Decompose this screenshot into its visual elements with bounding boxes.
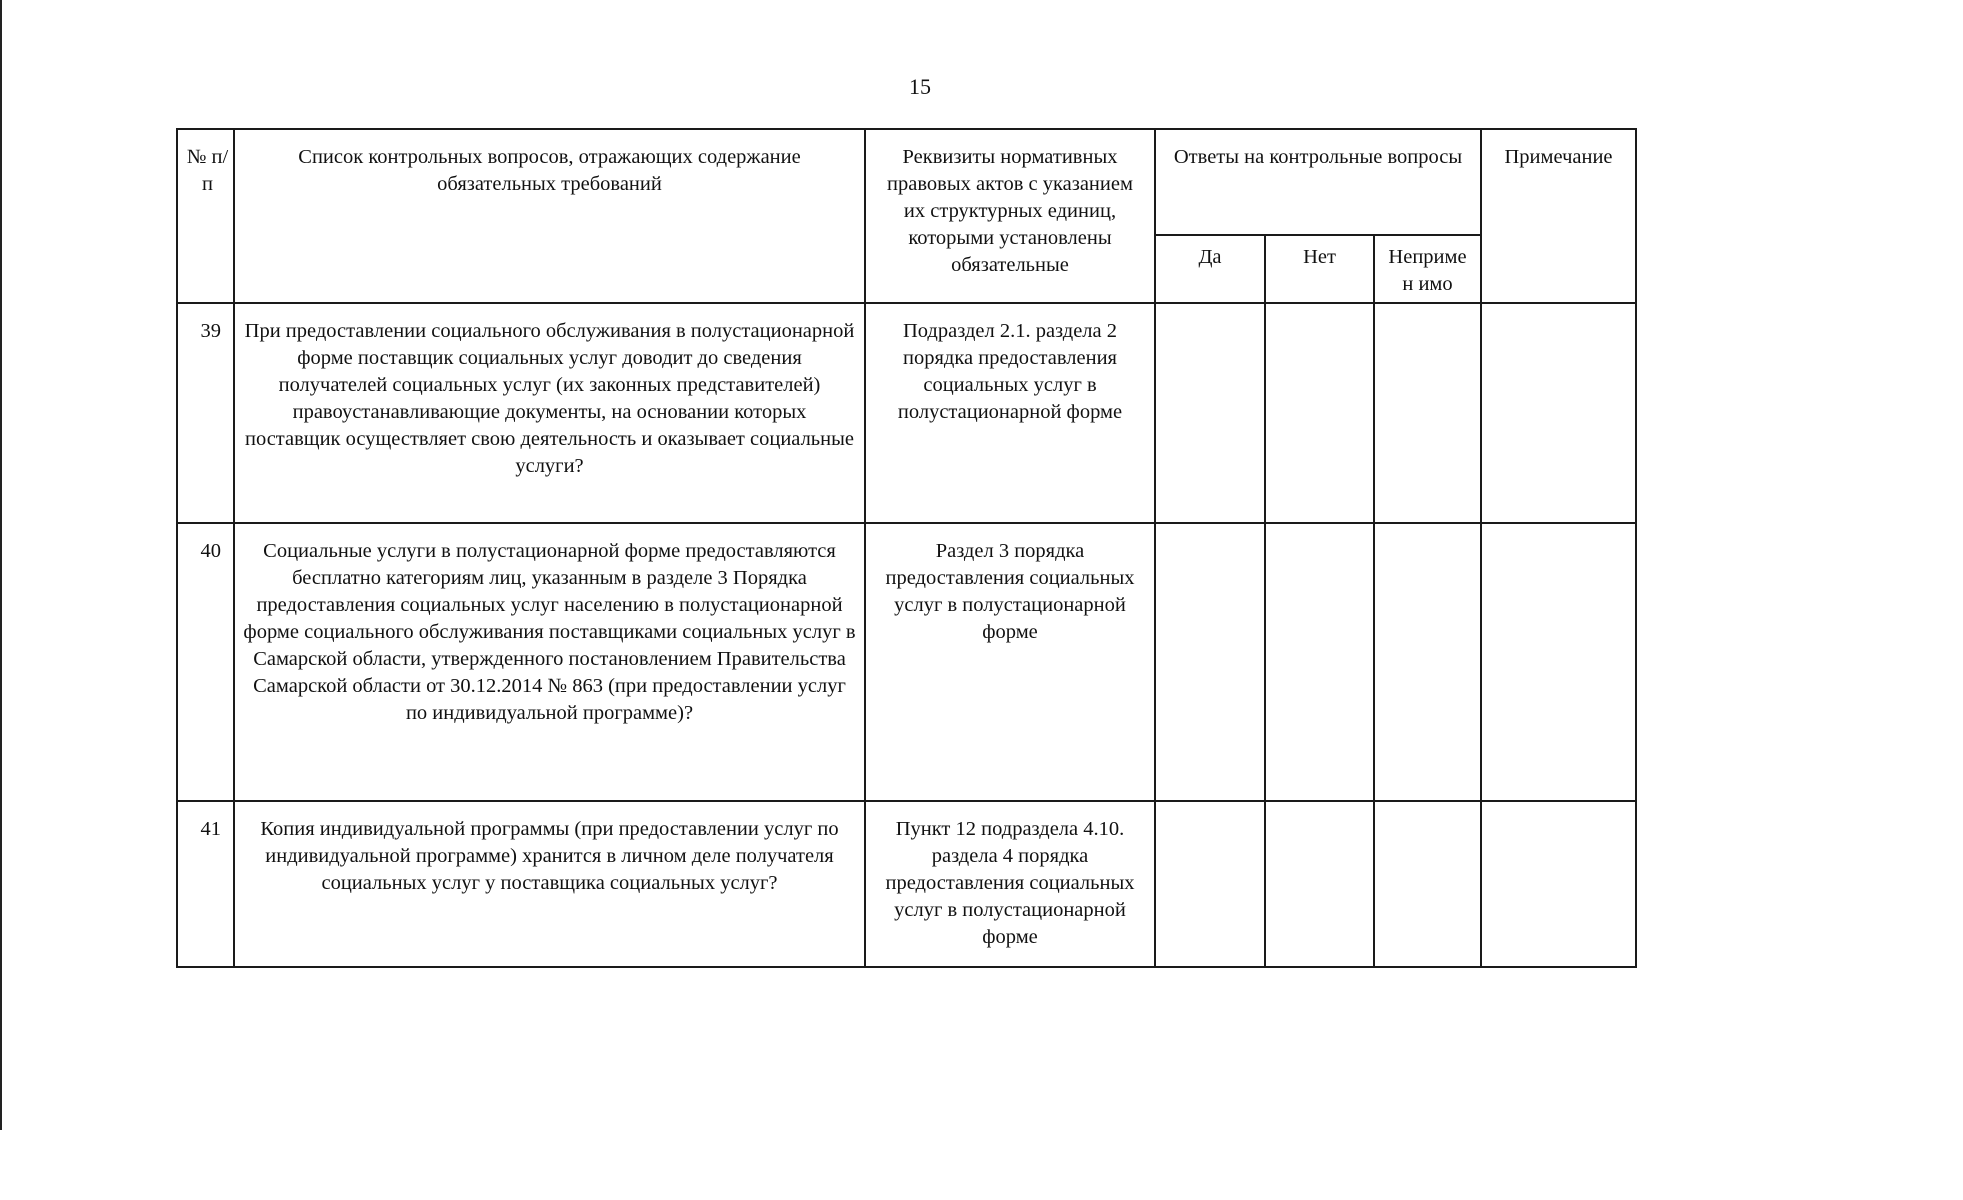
- note-cell: [1481, 523, 1636, 801]
- row-requisite: Подраздел 2.1. раздела 2 порядка предоставления социальных услуг в полустационарной форме: [865, 303, 1155, 523]
- header-requisites: [865, 129, 1155, 303]
- scan-left-edge: [0, 0, 2, 1130]
- answer-no-cell: [1265, 801, 1374, 967]
- answer-yes-cell: [1155, 523, 1265, 801]
- table-row: [177, 801, 1636, 967]
- row-num: 41: [177, 801, 234, 967]
- page-number: 15: [909, 74, 931, 99]
- header-yes: Да: [1155, 235, 1265, 303]
- table-row: [177, 523, 1636, 801]
- header-not-applicable: Непримен имо: [1374, 235, 1481, 303]
- row-question: Копия индивидуальной программы (при предоставлении услуг по индивидуальной программе) хранится в личном деле получателя социальных услуг у поставщика социальных услуг?: [234, 801, 865, 967]
- header-note: Примечание: [1481, 129, 1636, 303]
- table-row: [177, 303, 1636, 523]
- row-question: Социальные услуги в полустационарной форме предоставляются бесплатно категориям лиц, указанным в разделе 3 Порядка предоставления социальных услуг населению в полустационарной форме социального обслуживания поставщиками социальных услуг в Самарской области, утвержденного постановлением Правительства Самарской области от 30.12.2014 № 863 (при предоставлении услуг по индивидуальной программе)?: [234, 523, 865, 801]
- checklist-table: [176, 128, 1637, 968]
- row-requisite: Раздел 3 порядка предоставления социальных услуг в полустационарной форме: [865, 523, 1155, 801]
- answer-yes-cell: [1155, 801, 1265, 967]
- header-no: Нет: [1265, 235, 1374, 303]
- header-answers: Ответы на контрольные вопросы: [1155, 129, 1481, 235]
- header-requisites-text: Реквизиты нормативных правовых актов с указанием их структурных единиц, которыми установлены обязательные: [887, 146, 1133, 276]
- row-requisite: Пункт 12 подраздела 4.10. раздела 4 порядка предоставления социальных услуг в полустационарной форме: [865, 801, 1155, 967]
- note-cell: [1481, 303, 1636, 523]
- row-num: 40: [177, 523, 234, 801]
- note-cell: [1481, 801, 1636, 967]
- answer-yes-cell: [1155, 303, 1265, 523]
- answer-na-cell: [1374, 303, 1481, 523]
- table-header-row: [177, 129, 1636, 235]
- answer-no-cell: [1265, 523, 1374, 801]
- row-num: 39: [177, 303, 234, 523]
- row-question: При предоставлении социального обслуживания в полустационарной форме поставщик социальных услуг доводит до сведения получателей социальных услуг (их законных представителей) правоустанавливающие документы, на основании которых поставщик осуществляет свою деятельность и оказывает социальные услуги?: [234, 303, 865, 523]
- answer-no-cell: [1265, 303, 1374, 523]
- answer-na-cell: [1374, 523, 1481, 801]
- header-num: № п/п: [177, 129, 234, 303]
- header-questions: Список контрольных вопросов, отражающих содержание обязательных требований: [234, 129, 865, 303]
- answer-na-cell: [1374, 801, 1481, 967]
